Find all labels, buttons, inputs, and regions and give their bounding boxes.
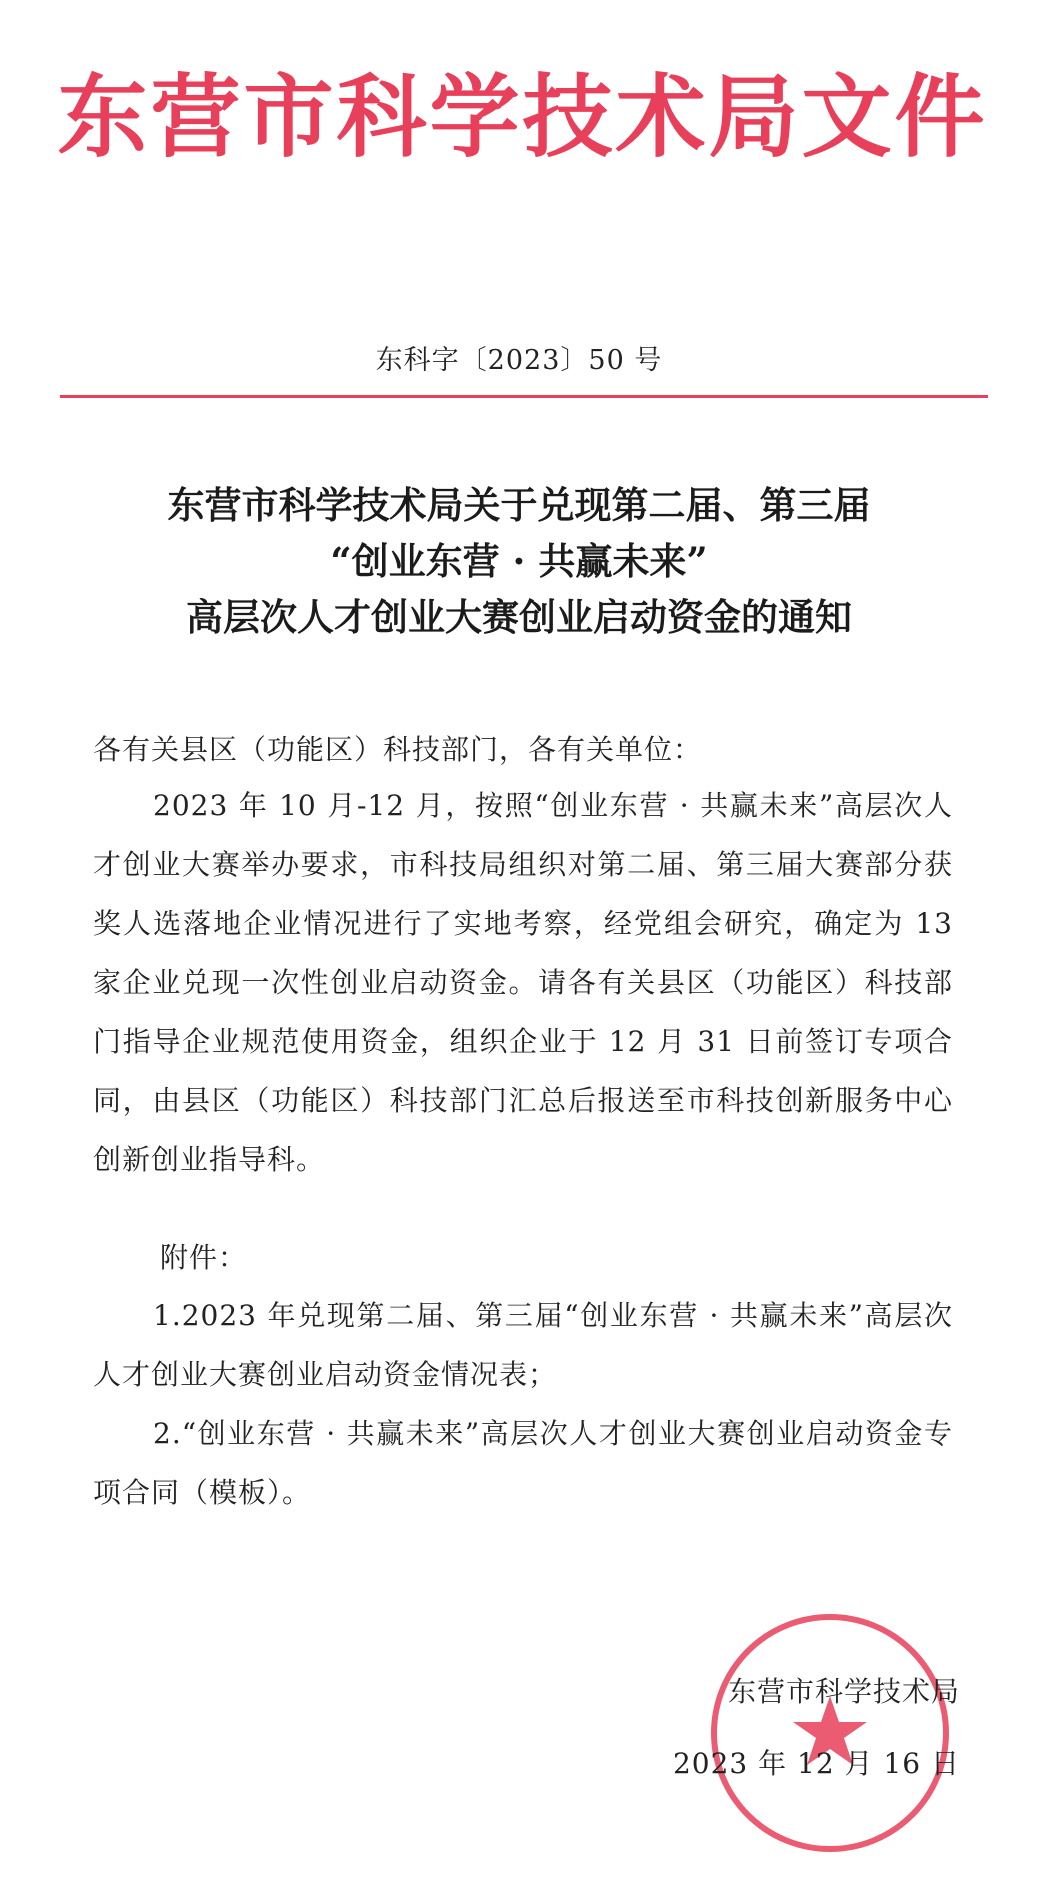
attachment-item-1: 1.2023 年兑现第二届、第三届“创业东营 · 共赢未来”高层次人才创业大赛创业启动资金情况表； bbox=[93, 1299, 953, 1391]
salutation: 各有关县区（功能区）科技部门，各有关单位： bbox=[93, 733, 703, 766]
masthead-title: 东营市科学技术局文件 bbox=[57, 64, 988, 170]
title-line-2: “创业东营 · 共赢未来” bbox=[330, 539, 708, 583]
document-number: 东科字〔2023〕50 号 bbox=[375, 345, 663, 376]
official-seal bbox=[705, 1608, 955, 1858]
attachment-item-2: 2.“创业东营 · 共赢未来”高层次人才创业大赛创业启动资金专项合同（模板）。 bbox=[93, 1417, 953, 1509]
body-paragraph: 2023 年 10 月-12 月，按照“创业东营 · 共赢未来”高层次人才创业大赛举办要求，市科技局组织对第二届、第三届大赛部分获奖人选落地企业情况进行了实地考察，经党组会研究，确定为 13 家企业兑现一次性创业启动资金。请各有关县区（功能区）科技部门指导企业规范使用资金，组织企业于 12 月 31 日前签订专项合同，由县区（功能区）科技部门汇总后报送至市科技创新服务中心创新创业指导科。 bbox=[93, 789, 953, 1176]
attachments-label: 附件： bbox=[160, 1241, 248, 1274]
attachments-list bbox=[93, 1286, 953, 1522]
notice-title bbox=[40, 477, 998, 645]
signature-date: 2023 年 12 月 16 日 bbox=[672, 1747, 960, 1780]
red-divider bbox=[60, 395, 988, 398]
title-line-3: 高层次人才创业大赛创业启动资金的通知 bbox=[186, 595, 852, 639]
signature-organization: 东营市科学技术局 bbox=[727, 1675, 960, 1708]
title-line-1: 东营市科学技术局关于兑现第二届、第三届 bbox=[167, 483, 871, 527]
